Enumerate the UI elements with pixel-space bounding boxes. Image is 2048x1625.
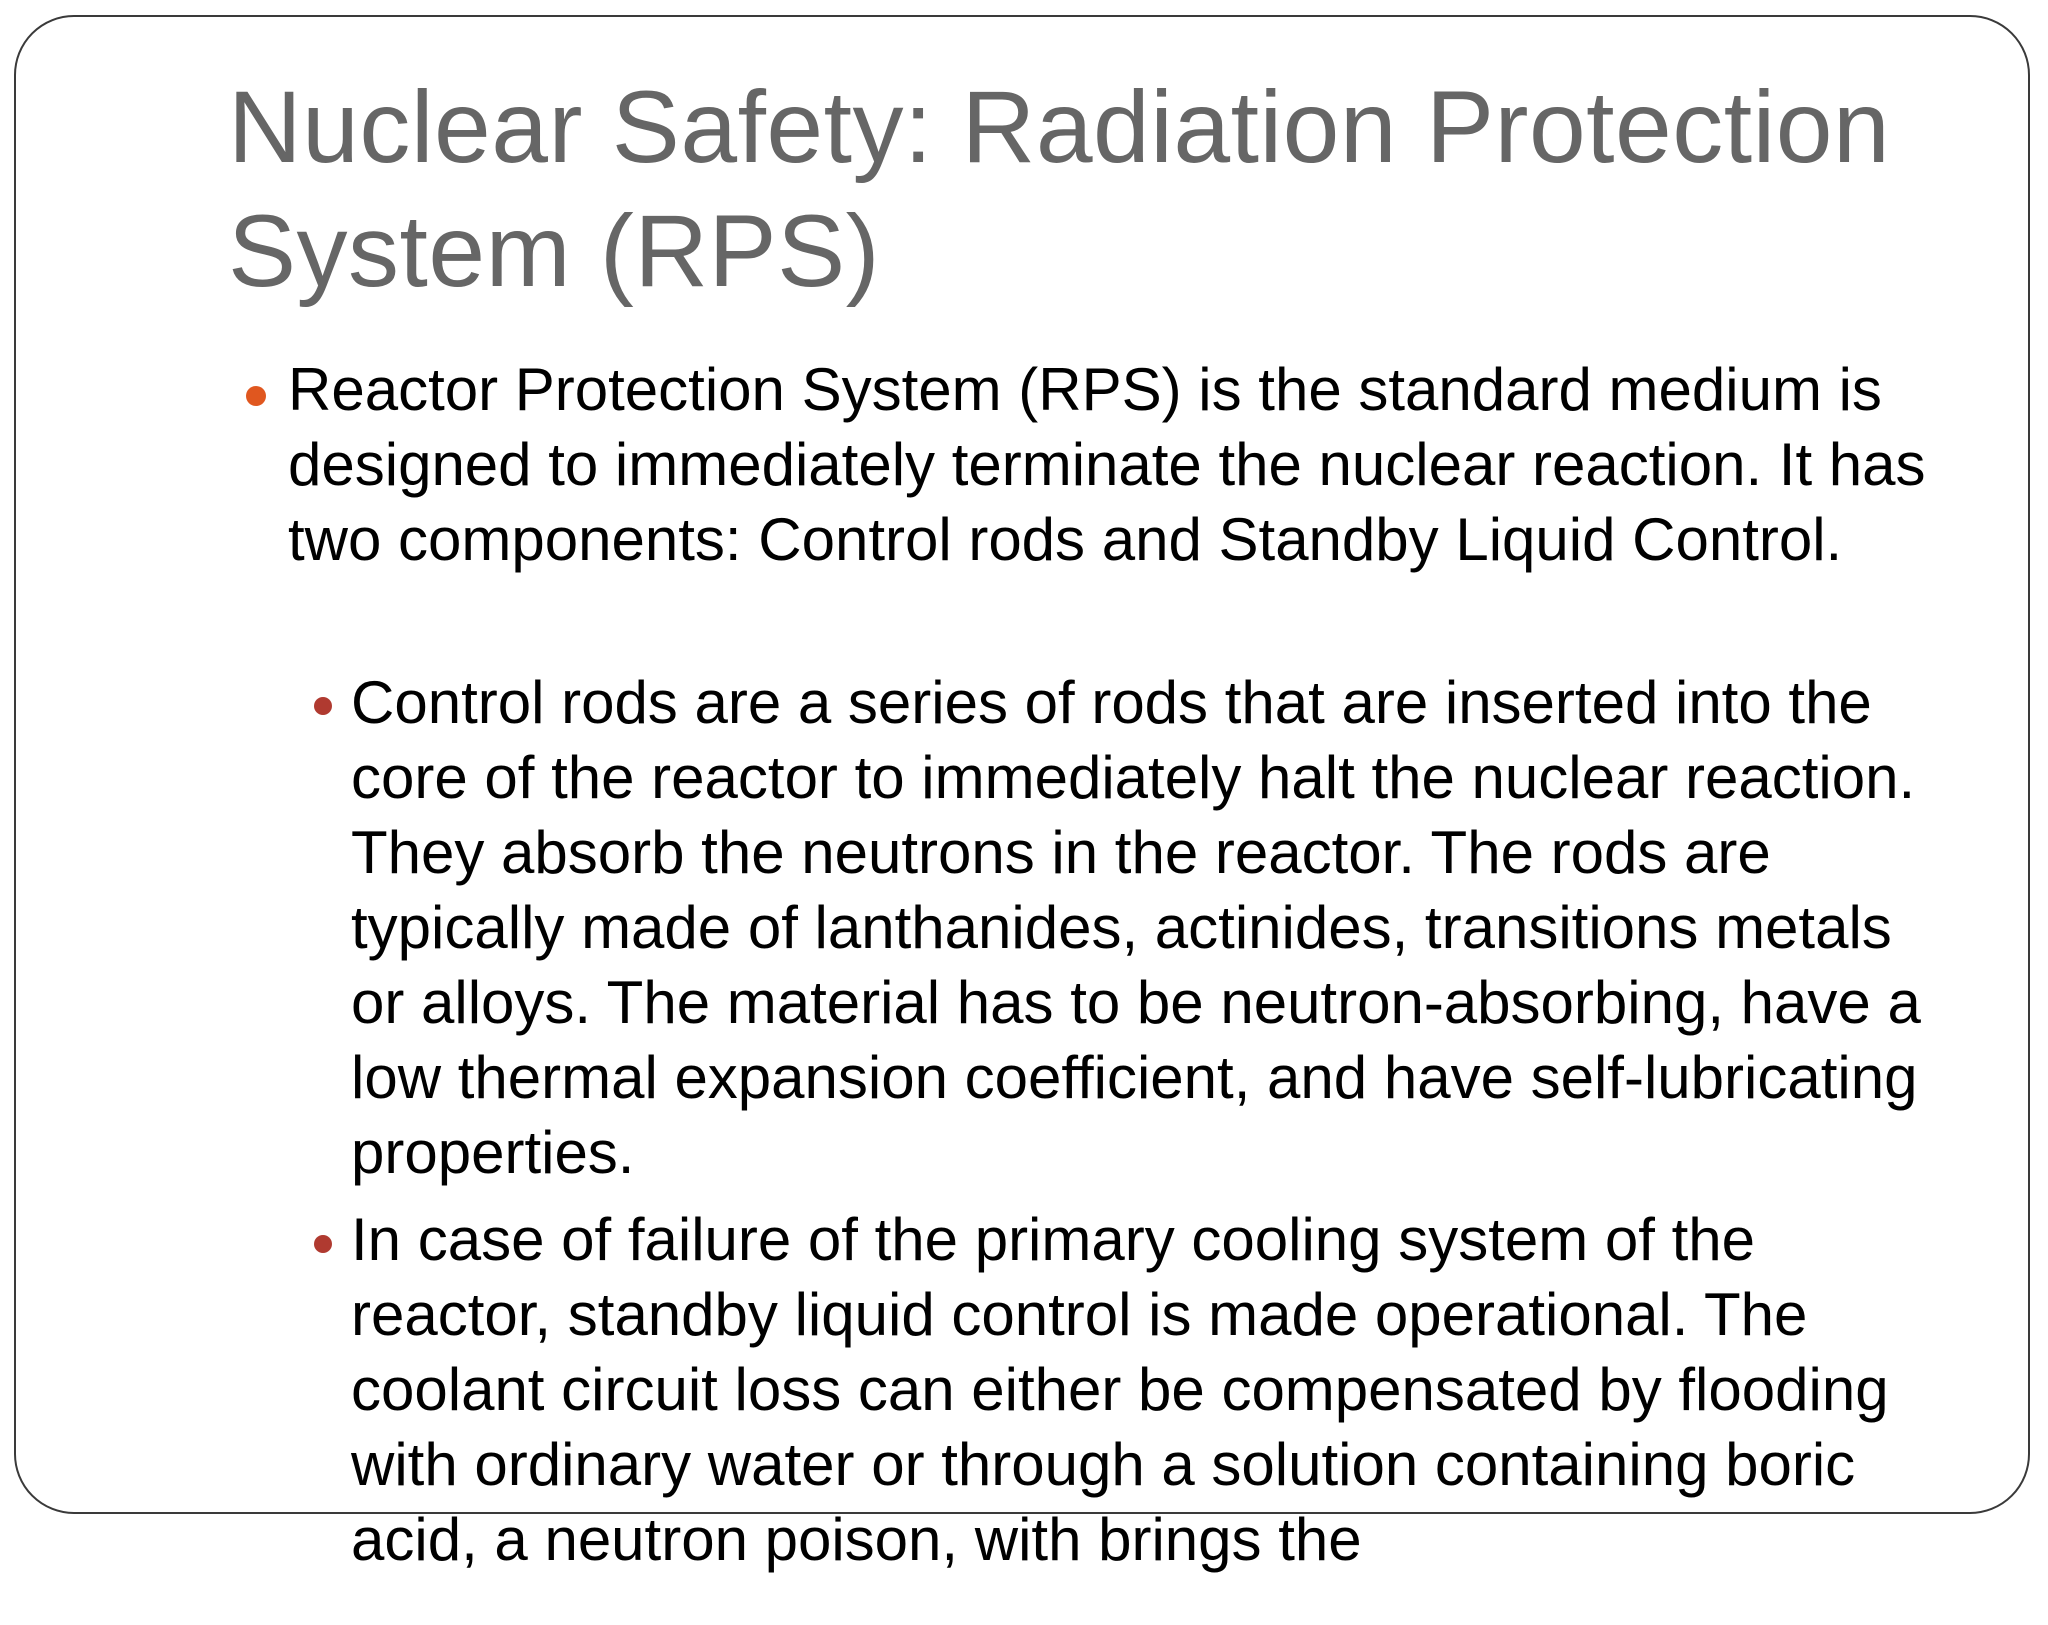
bullet-level2-standby-liquid: In case of failure of the primary cooling system of the reactor, standby liquid control is made operational. The coolant circuit loss can either be compensated by flooding with ordinary water or through a solution containing boric acid, a neutron poison, with brings the: [351, 1206, 1889, 1573]
slide-frame: [14, 15, 2030, 1573]
slide-title: Nuclear Safety: Radiation Protection System (RPS): [228, 70, 1891, 308]
bullet-dot-icon: [246, 386, 266, 406]
sub-bullet-dot-icon: [314, 1235, 332, 1253]
bullet-level2-control-rods: Control rods are a series of rods that are inserted into the core of the reactor to immediately halt the nuclear reaction. They absorb the neutrons in the reactor. The rods are typically made of lanthanides, actinides, transitions metals or alloys. The material has to be neutron-absorbing, have a low thermal expansion coefficient, and have self-lubricating properties.: [351, 669, 1921, 1186]
bullet-level1: Reactor Protection System (RPS) is the standard medium is designed to immediately terminate the nuclear reaction. It has two components: Control rods and Standby Liquid Control.: [288, 356, 1926, 573]
slide-body: [16, 325, 2028, 1625]
sub-bullet-dot-icon: [314, 697, 332, 715]
